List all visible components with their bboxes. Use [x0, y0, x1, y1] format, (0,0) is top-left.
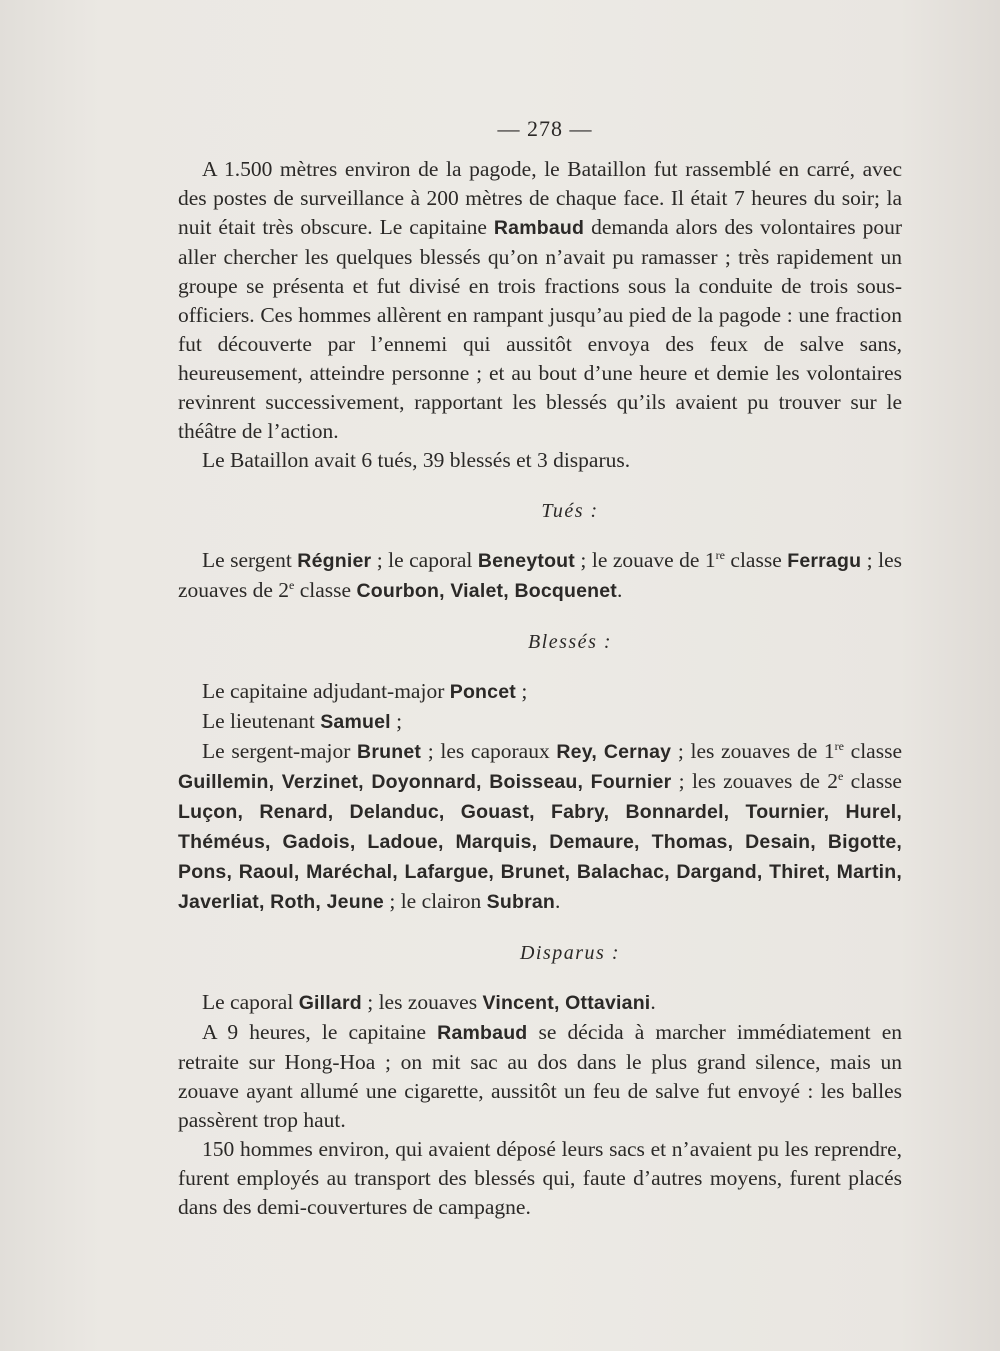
tues-text-2: ; le caporal	[371, 548, 478, 572]
disparus-text-1: Le caporal	[202, 990, 299, 1014]
superscript-e: e	[289, 578, 295, 592]
blesses-l3-text-7: ; le clairon	[383, 889, 487, 913]
superscript-e: e	[838, 769, 844, 783]
names-zouaves-disparus: Vincent, Ottaviani	[482, 992, 651, 1014]
superscript-re: re	[715, 548, 725, 562]
blesses-l3-text-6: classe	[843, 769, 902, 793]
name-gillard: Gillard	[298, 992, 362, 1014]
heading-blesses: Blessés :	[527, 631, 613, 653]
tues-text-3: ; le zouave de 1	[574, 548, 716, 572]
name-poncet: Poncet	[449, 681, 516, 703]
p3-text-2: se décida à marcher immédiatement en retraite sur Hong-Hoa ; on mit sac au dos dans le plus grand silence, mais un zouave ayant allumé une cigarette, aussitôt un feu de salve fut envoyé : les balles passèrent trop haut.	[178, 1020, 902, 1132]
p1-end-text: demanda alors des volontaires pour aller chercher les quelques blessés qu’on n’avait pu ramasser ; très rapidement un groupe se présenta et fut divisé en trois fractions sous la conduite de trois sous-officiers. Ces hommes allèrent en rampant jusqu’au pied de la pagode : une fraction fut découverte par l’ennemi qui aussitôt envoya des feux de salve sans, heureusement, atteindre personne ; et au bout d’une heure et demie les volontaires revinrent successivement, rapportant les blessés qu’ils avaient pu trouver sur le théâtre de l’action.	[178, 215, 903, 443]
p3-text-1: A 9 heures, le capitaine	[202, 1020, 438, 1044]
superscript-re: re	[834, 739, 844, 753]
disparus-text-3: .	[650, 990, 656, 1014]
names-caporaux: Rey, Cernay	[556, 741, 672, 763]
list-disparus	[178, 988, 902, 1018]
name-beneytout: Beneytout	[477, 550, 575, 572]
name-subran: Subran	[486, 891, 556, 913]
page-body	[178, 155, 902, 1222]
blesses-l1-end: ;	[515, 679, 528, 703]
heading-tues: Tués :	[541, 500, 599, 522]
paragraph-transport: 150 hommes environ, qui avaient déposé leurs sacs et n’avaient pu les reprendre, furent employés au transport des blessés qui, faute d’autres moyens, furent placés dans des demi-couvertures de campagne.	[178, 1137, 902, 1219]
name-rambaud-2: Rambaud	[437, 1022, 528, 1044]
page-number: — 278 —	[497, 116, 593, 141]
paragraph-night-rescue	[178, 155, 902, 446]
paragraph-retreat	[178, 1018, 902, 1135]
tues-text-6: classe	[294, 578, 357, 602]
blesses-l3-text-1: Le sergent-major	[202, 739, 358, 763]
blesses-l3-text-8: .	[555, 889, 561, 913]
names-zouaves-tues: Courbon, Vialet, Bocquenet	[356, 580, 617, 602]
heading-disparus: Disparus :	[519, 942, 620, 964]
name-brunet: Brunet	[357, 741, 422, 763]
tues-text-5: ; les zouaves de 2	[178, 548, 902, 602]
p1-text: A 1.500 mètres environ de la pagode, le Bataillon fut rassemblé en carré, avec des postes de surveillance à 200 mètres de chaque face. Il était 7 heures du soir; la nuit était très obscure. Le capitaine	[178, 157, 902, 239]
blesses-line-3	[178, 737, 902, 917]
tues-text-1: Le sergent	[202, 548, 298, 572]
blesses-line-2	[178, 707, 902, 737]
name-ferragu: Ferragu	[787, 550, 862, 572]
name-samuel: Samuel	[320, 711, 391, 733]
blesses-line-1	[178, 677, 902, 707]
blesses-l3-text-3: ; les zouaves de 1	[671, 739, 835, 763]
disparus-text-2: ; les zouaves	[361, 990, 483, 1014]
tues-text-4: classe	[724, 548, 788, 572]
names-zouaves-1re-classe: Guillemin, Verzinet, Doyonnard, Boisseau, Fournier	[178, 771, 672, 793]
blesses-l2-end: ;	[390, 709, 403, 733]
tues-text-7: .	[617, 578, 623, 602]
names-zouaves-2e-classe: Luçon, Renard, Delanduc, Gouast, Fabry, Bonnardel, Tournier, Hurel, Théméus, Gadois, Ladoue, Marquis, Demaure, Thomas, Desain, Bigotte, Pons, Raoul, Maréchal, Lafargue, Brunet, Balachac, Dargand, Thiret, Martin, Javerliat, Roth, Jeune	[178, 801, 902, 913]
blesses-l3-text-5: ; les zouaves de 2	[671, 769, 839, 793]
blesses-l3-text-4: classe	[843, 739, 902, 763]
blesses-l2-text: Le lieutenant	[202, 709, 321, 733]
name-regnier: Régnier	[297, 550, 372, 572]
list-tues	[178, 546, 902, 606]
name-rambaud: Rambaud	[493, 217, 585, 239]
blesses-l3-text-2: ; les caporaux	[421, 739, 557, 763]
paragraph-casualty-count: Le Bataillon avait 6 tués, 39 blessés et 3 disparus.	[202, 448, 631, 472]
blesses-l1-text: Le capitaine adjudant-major	[202, 679, 450, 703]
